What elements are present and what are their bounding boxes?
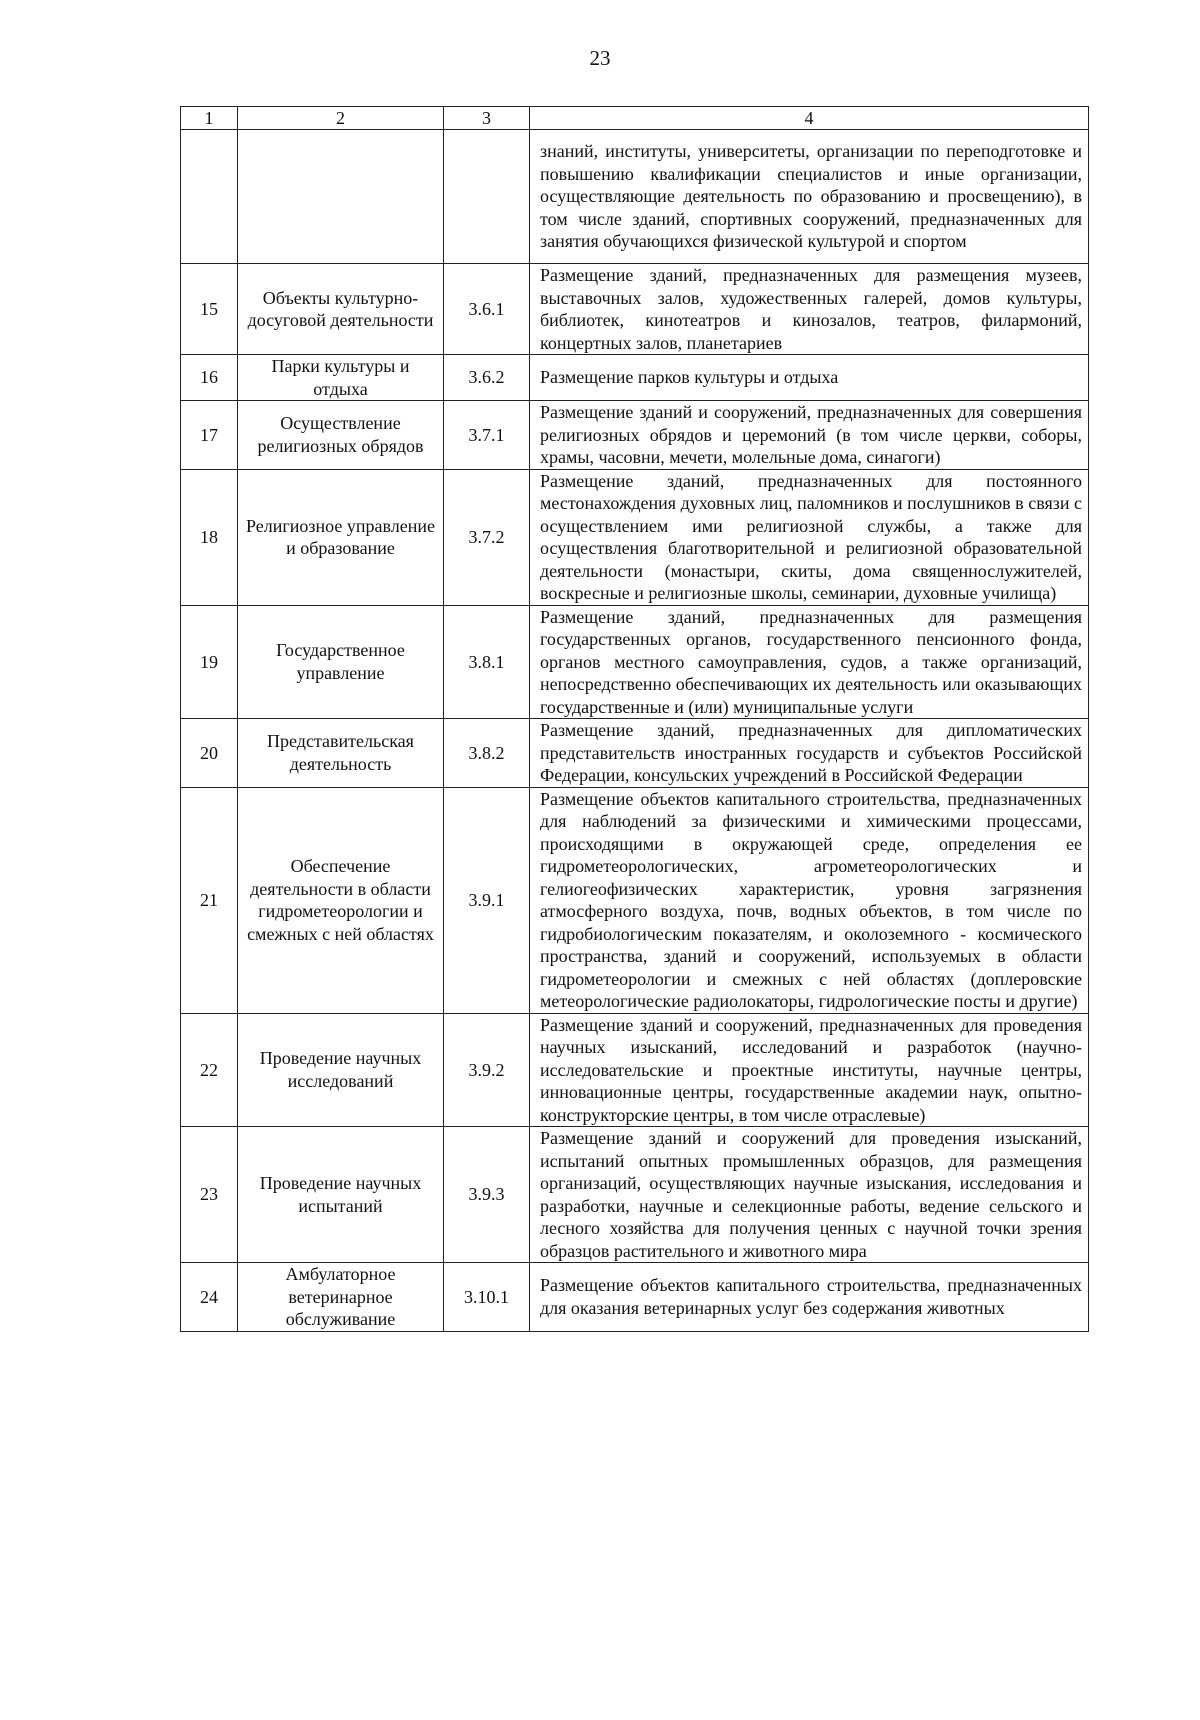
row-code: 3.9.2 [444, 1013, 530, 1127]
header-col-3: 3 [444, 107, 530, 130]
row-number: 19 [181, 605, 238, 719]
row-number: 22 [181, 1013, 238, 1127]
table-row [181, 787, 1089, 1013]
row-name: Проведение научных испытаний [238, 1127, 444, 1263]
row-name: Объекты культурно-досуговой деятельности [238, 264, 444, 355]
row-name: Проведение научных исследований [238, 1013, 444, 1127]
row-code: 3.9.1 [444, 787, 530, 1013]
row-code: 3.10.1 [444, 1263, 530, 1332]
row-description: Размещение зданий, предназначенных для размещения музеев, выставочных залов, художественных галерей, домов культуры, библиотек, кинотеатров и кинозалов, театров, филармоний, концертных залов, планетариев [530, 264, 1089, 355]
row-code: 3.7.2 [444, 469, 530, 605]
row-code: 3.6.1 [444, 264, 530, 355]
header-col-2: 2 [238, 107, 444, 130]
row-description: Размещение объектов капитального строительства, предназначенных для наблюдений за физическими и химическими процессами, происходящими в окружающей среде, определения ее гидрометеорологических, агрометеорологических и гелиогеофизических характеристик, уровня загрязнения атмосферного воздуха, почв, водных объектов, в том числе по гидробиологическим показателям, и околоземного - космического пространства, зданий и сооружений, используемых в области гидрометеорологии и смежных с ней областях (доплеровские метеорологические радиолокаторы, гидрологические посты и другие) [530, 787, 1089, 1013]
table-header-row [181, 107, 1089, 130]
land-use-table [180, 106, 1089, 1332]
row-name: Представительская деятельность [238, 719, 444, 788]
row-name: Обеспечение деятельности в области гидрометеорологии и смежных с ней областях [238, 787, 444, 1013]
row-number: 15 [181, 264, 238, 355]
row-name: Религиозное управление и образование [238, 469, 444, 605]
row-description: Размещение зданий и сооружений, предназначенных для проведения научных изысканий, исследований и разработок (научно-исследовательские и проектные институты, научные центры, инновационные центры, государственные академии наук, опытно-конструкторские центры, в том числе отраслевые) [530, 1013, 1089, 1127]
row-description: Размещение объектов капитального строительства, предназначенных для оказания ветеринарных услуг без содержания животных [530, 1263, 1089, 1332]
row-number: 20 [181, 719, 238, 788]
row-description: Размещение зданий, предназначенных для дипломатических представительств иностранных государств и субъектов Российской Федерации, консульских учреждений в Российской Федерации [530, 719, 1089, 788]
table-row [181, 719, 1089, 788]
page-number: 23 [589, 46, 611, 70]
row-number: 24 [181, 1263, 238, 1332]
row-description: Размещение зданий и сооружений для проведения изысканий, испытаний опытных промышленных образцов, для размещения организаций, осуществляющих научные изыскания, исследования и разработки, научные и селекционные работы, ведение сельского и лесного хозяйства для получения ценных с научной точки зрения образцов растительного и животного мира [530, 1127, 1089, 1263]
row-name [238, 130, 444, 264]
row-description: знаний, институты, университеты, организации по переподготовке и повышению квалификации специалистов и иные организации, осуществляющие деятельность по образованию и просвещению), в том числе зданий, спортивных сооружений, предназначенных для занятия обучающихся физической культурой и спортом [530, 130, 1089, 264]
row-name: Амбулаторное ветеринарное обслуживание [238, 1263, 444, 1332]
row-number: 16 [181, 355, 238, 401]
row-code: 3.6.2 [444, 355, 530, 401]
row-name: Государственное управление [238, 605, 444, 719]
table-row-continuation [181, 130, 1089, 264]
table-row [181, 469, 1089, 605]
row-name: Парки культуры и отдыха [238, 355, 444, 401]
row-description: Размещение зданий, предназначенных для постоянного местонахождения духовных лиц, паломников и послушников в связи с осуществлением ими религиозной службы, а также для осуществления благотворительной и религиозной образовательной деятельности (монастыри, скиты, дома священнослужителей, воскресные и религиозные школы, семинарии, духовные училища) [530, 469, 1089, 605]
row-number: 17 [181, 401, 238, 470]
row-number: 23 [181, 1127, 238, 1263]
table-row [181, 605, 1089, 719]
table-row [181, 1013, 1089, 1127]
table-row [181, 264, 1089, 355]
row-number: 18 [181, 469, 238, 605]
header-col-1: 1 [181, 107, 238, 130]
row-number [181, 130, 238, 264]
row-description: Размещение зданий и сооружений, предназначенных для совершения религиозных обрядов и церемоний (в том числе церкви, соборы, храмы, часовни, мечети, молельные дома, синагоги) [530, 401, 1089, 470]
row-code: 3.8.2 [444, 719, 530, 788]
table-row [181, 401, 1089, 470]
header-col-4: 4 [530, 107, 1089, 130]
row-number: 21 [181, 787, 238, 1013]
row-description: Размещение парков культуры и отдыха [530, 355, 1089, 401]
table-row [181, 1127, 1089, 1263]
row-name: Осуществление религиозных обрядов [238, 401, 444, 470]
table-row [181, 1263, 1089, 1332]
row-code [444, 130, 530, 264]
row-code: 3.7.1 [444, 401, 530, 470]
row-description: Размещение зданий, предназначенных для размещения государственных органов, государственного пенсионного фонда, органов местного самоуправления, судов, а также организаций, непосредственно обеспечивающих их деятельность или оказывающих государственные и (или) муниципальные услуги [530, 605, 1089, 719]
table-row [181, 355, 1089, 401]
row-code: 3.8.1 [444, 605, 530, 719]
row-code: 3.9.3 [444, 1127, 530, 1263]
